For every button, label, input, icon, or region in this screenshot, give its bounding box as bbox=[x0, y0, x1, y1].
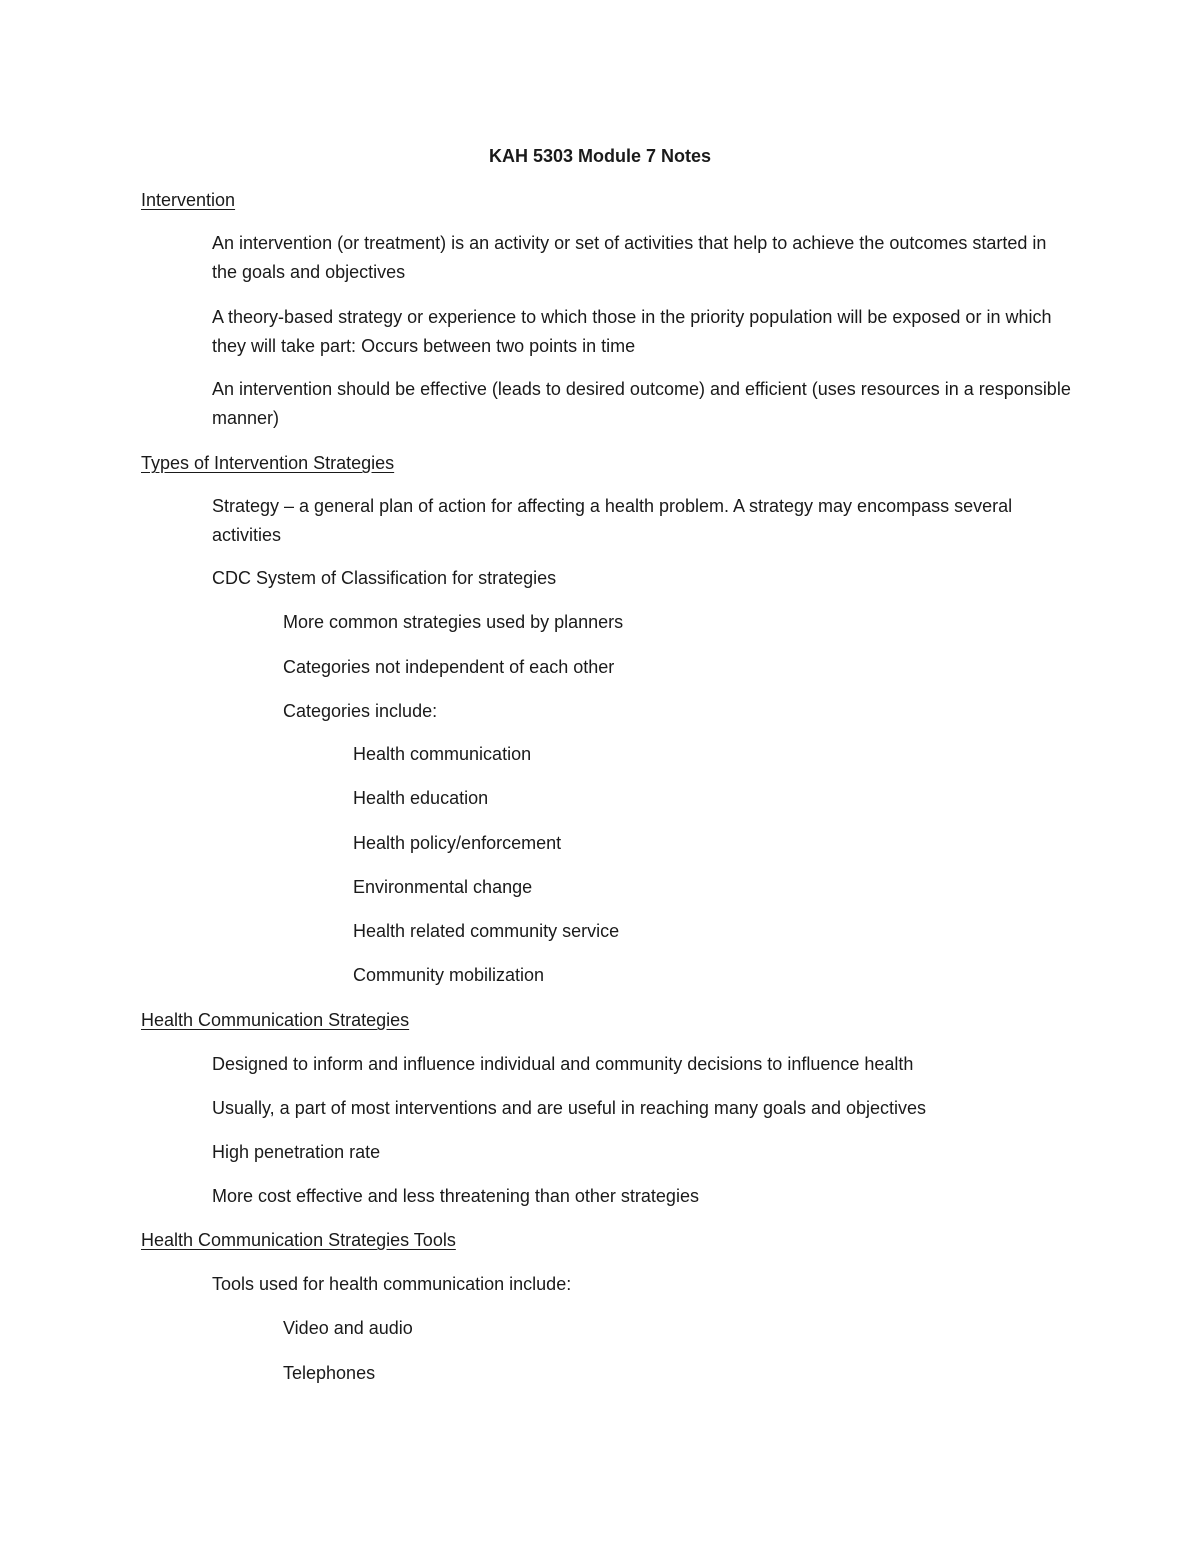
paragraph: High penetration rate bbox=[212, 1142, 381, 1162]
document-title: KAH 5303 Module 7 Notes bbox=[488, 146, 712, 166]
paragraph: An intervention (or treatment) is an activity or set of activities that help to achieve the outcomes started in the goals and objectives bbox=[212, 233, 1047, 282]
paragraph: A theory-based strategy or experience to which those in the priority population will be exposed or in which they will take part: Occurs between two points in time bbox=[212, 307, 1052, 356]
list-item: Categories include: bbox=[283, 701, 438, 721]
list-item: More common strategies used by planners bbox=[283, 612, 624, 632]
paragraph: CDC System of Classification for strategies bbox=[212, 568, 557, 588]
list-item: Video and audio bbox=[283, 1318, 413, 1338]
category-item: Environmental change bbox=[353, 877, 533, 897]
category-item: Health related community service bbox=[353, 921, 620, 941]
paragraph: Designed to inform and influence individual and community decisions to influence health bbox=[212, 1054, 914, 1074]
section-heading-health-communication-strategies-tools: Health Communication Strategies Tools bbox=[141, 1230, 456, 1250]
category-item: Health education bbox=[353, 788, 489, 808]
category-item: Community mobilization bbox=[353, 965, 545, 985]
section-heading-health-communication-strategies: Health Communication Strategies bbox=[141, 1010, 410, 1030]
paragraph: Strategy – a general plan of action for affecting a health problem. A strategy may encompass several activities bbox=[212, 496, 1013, 545]
list-item: Categories not independent of each other bbox=[283, 657, 615, 677]
section-heading-types-of-intervention-strategies: Types of Intervention Strategies bbox=[141, 453, 395, 473]
section-heading-intervention: Intervention bbox=[141, 190, 236, 210]
paragraph: Usually, a part of most interventions and are useful in reaching many goals and objectives bbox=[212, 1098, 927, 1118]
paragraph: An intervention should be effective (leads to desired outcome) and efficient (uses resources in a responsible manner) bbox=[212, 379, 1071, 428]
category-item: Health communication bbox=[353, 744, 532, 764]
paragraph: More cost effective and less threatening than other strategies bbox=[212, 1186, 699, 1206]
list-item: Telephones bbox=[283, 1363, 376, 1383]
category-item: Health policy/enforcement bbox=[353, 833, 562, 853]
paragraph: Tools used for health communication include: bbox=[212, 1274, 572, 1294]
